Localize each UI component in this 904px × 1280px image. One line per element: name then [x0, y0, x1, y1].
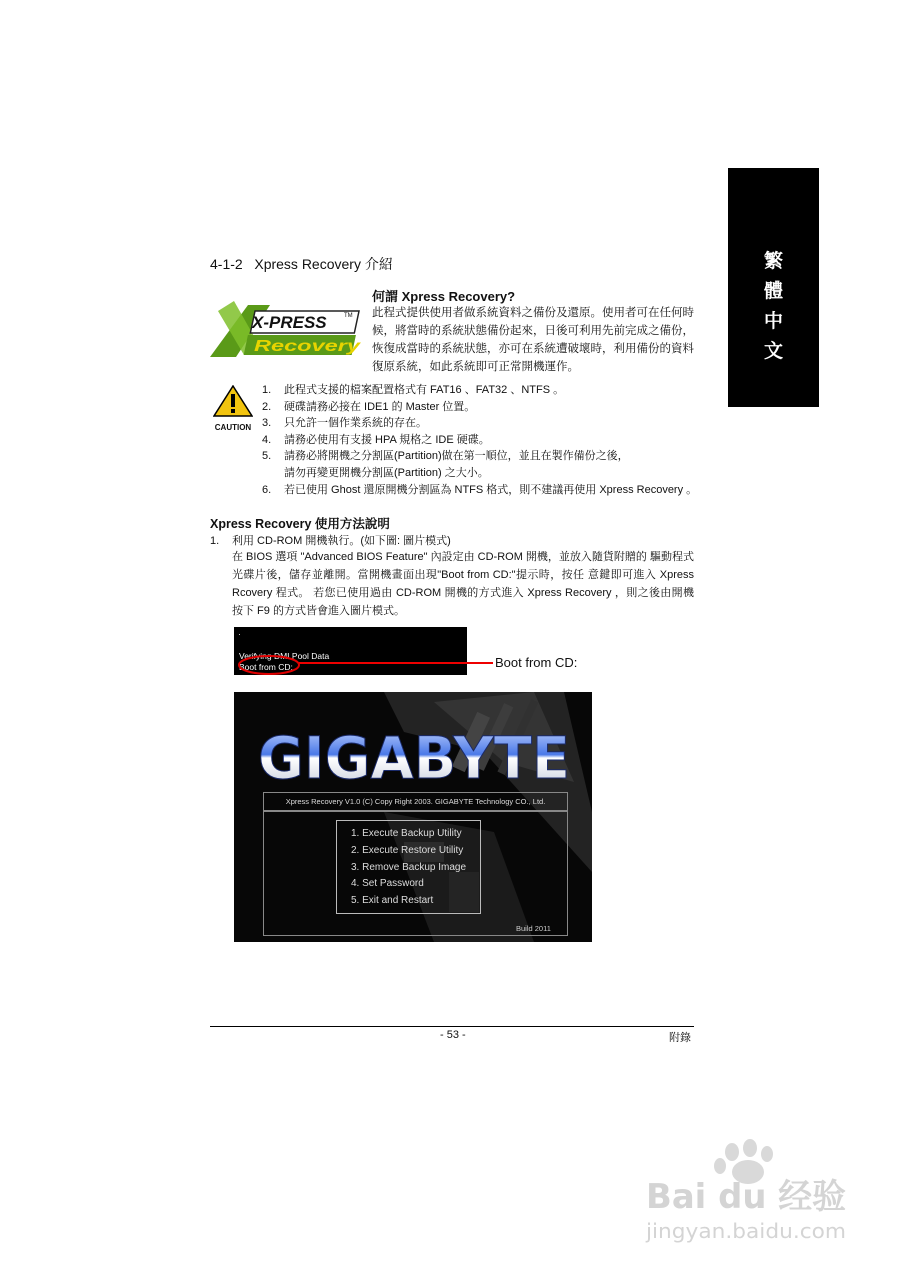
- list-item: 4. 請務必使用有支援 HPA 規格之 IDE 硬碟。: [262, 433, 490, 446]
- program-header: Xpress Recovery V1.0 (C) Copy Right 2003. GIGABYTE Technology CO., Ltd.: [263, 792, 568, 812]
- gigabyte-logo-text: GIGABYTE: [258, 726, 570, 786]
- baidu-watermark: [640, 1138, 854, 1250]
- menu-item-exit-restart[interactable]: 5. Exit and Restart: [351, 895, 434, 907]
- side-tab-char: 文: [763, 340, 783, 362]
- recovery-menu: [336, 820, 481, 914]
- caution-label: CAUTION: [214, 423, 252, 432]
- bios-line-verifying: Verifying DMI Pool Data: [239, 651, 330, 661]
- watermark-url: jingyan.baidu.com: [644, 1219, 846, 1243]
- section-title: [210, 254, 393, 274]
- list-item: 2. 硬碟請務必接在 IDE1 的 Master 位置。: [262, 400, 476, 413]
- logo-tm: TM: [344, 313, 353, 319]
- callout-line: [299, 662, 493, 664]
- bios-dot: ·: [238, 629, 241, 639]
- step-text: 利用 CD-ROM 開機執行。(如下圖: 圖片模式): [232, 535, 451, 547]
- caution-notes-list: [262, 382, 697, 498]
- xpress-recovery-logo: [208, 297, 366, 359]
- gigabyte-logo: [254, 726, 574, 786]
- intro-heading: 何謂 Xpress Recovery?: [372, 289, 516, 304]
- side-tab-char: 中: [763, 310, 783, 332]
- section-title-text: Xpress Recovery 介紹: [254, 256, 393, 272]
- usage-step-body: 在 BIOS 選項 "Advanced BIOS Feature" 內設定由 CD-ROM 開機，並放入隨貨附贈的 驅動程式光碟片後，儲存並離開。當開機畫面出現"Boot from CD:"提示時，按任 意鍵即可進入 Xpress Rcovery 程式。 若您已使用過由 CD-ROM 開機的方式進入 Xpress Recovery ，則之後由開機按下 F9 的方式皆會進入圖片模式。: [232, 551, 694, 617]
- footer-appendix-label: 附錄: [669, 1032, 691, 1044]
- side-tab-char: 體: [763, 280, 783, 302]
- highlight-ellipse: [237, 654, 301, 676]
- page-number: - 53 -: [440, 1029, 466, 1041]
- usage-title: Xpress Recovery 使用方法說明: [210, 517, 390, 531]
- logo-line1: X-PRESS: [252, 313, 327, 332]
- menu-item-restore[interactable]: 2. Execute Restore Utility: [351, 844, 464, 856]
- list-item: 1. 此程式支援的檔案配置格式有 FAT16 、FAT32 、NTFS 。: [262, 384, 565, 396]
- bios-line-boot: Boot from CD:: [239, 662, 293, 672]
- language-side-tab: [728, 168, 819, 407]
- build-label: Build 2011: [516, 924, 551, 933]
- caution-icon: [213, 385, 253, 417]
- section-number: 4-1-2: [210, 256, 243, 272]
- logo-line2: Recovery: [254, 338, 362, 355]
- step-number: 1.: [210, 535, 220, 547]
- intro-body: 此程式提供使用者做系統資料之備份及還原。使用者可在任何時候，將當時的系統狀態備份起來，日後可利用先前完成之備份，恢復成當時的系統狀態，亦可在系統遭破壞時，利用備份的資料復原系統，如此系統即可正常開機運作。: [372, 307, 694, 373]
- callout-label: Boot from CD:: [495, 655, 578, 670]
- usage-step: [210, 532, 451, 548]
- list-item: 6. 若已使用 Ghost 還原開機分割區為 NTFS 格式，則不建議再使用 Xpress Recovery 。: [262, 483, 698, 496]
- footer-rule: [210, 1026, 694, 1027]
- side-tab-char: 繁: [763, 250, 783, 272]
- menu-item-remove-backup[interactable]: 3. Remove Backup Image: [351, 861, 467, 873]
- list-item: 5. 請務必將開機之分割區(Partition)做在第一順位，並且在製作備份之後，: [262, 450, 629, 463]
- menu-item-backup[interactable]: 1. Execute Backup Utility: [351, 828, 462, 839]
- caution-block: [213, 385, 253, 432]
- menu-item-set-password[interactable]: 4. Set Password: [351, 878, 424, 890]
- xpress-recovery-screen: [234, 692, 592, 942]
- watermark-brand: Bai du 经验: [646, 1177, 846, 1217]
- list-item: 3. 只允許一個作業系統的存在。: [262, 417, 427, 430]
- list-item-continuation: 請勿再變更開機分割區(Partition) 之大小。: [284, 466, 489, 479]
